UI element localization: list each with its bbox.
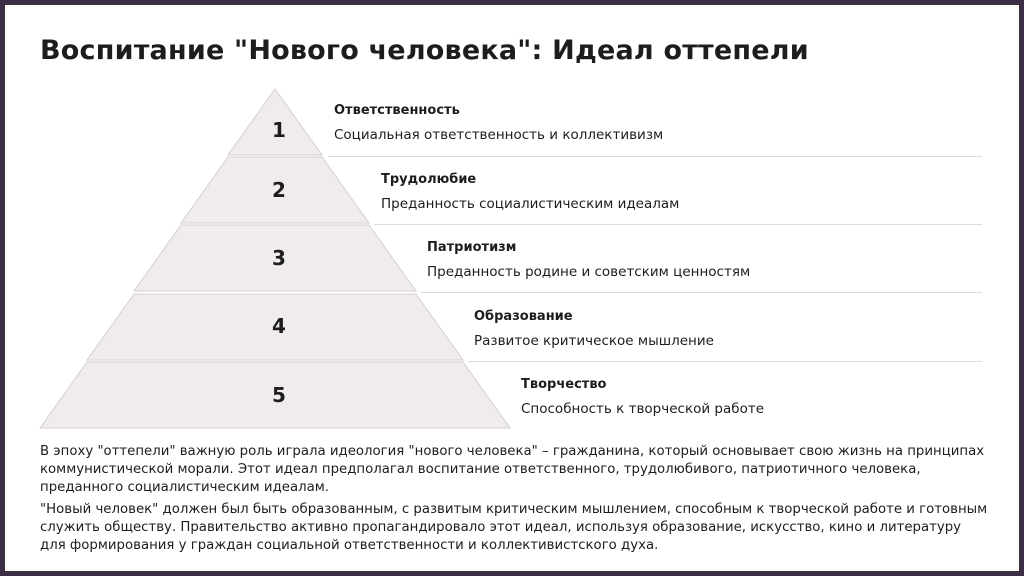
separator-4 xyxy=(468,361,982,362)
level-heading-5: Творчество xyxy=(521,377,607,392)
tier-number-5: 5 xyxy=(272,383,286,407)
level-item-4 xyxy=(474,309,714,349)
level-item-3 xyxy=(427,240,750,280)
tier-number-2: 2 xyxy=(272,178,286,202)
level-heading-3: Патриотизм xyxy=(427,240,517,255)
tier-number-4: 4 xyxy=(272,314,286,338)
level-description-3: Преданность родине и советским ценностям xyxy=(427,264,751,280)
level-heading-1: Ответственность xyxy=(334,103,460,118)
level-heading-4: Образование xyxy=(474,309,573,324)
paragraph-1: В эпоху "оттепели" важную роль играла идеология "нового человека" – гражданина, который основывает свою жизнь на принципах коммунистической морали. Этот идеал предполагал воспитание ответственного, трудолюбивого, патриотичного человека, преданного социалистическим идеалам. xyxy=(40,444,985,495)
level-item-1 xyxy=(334,103,663,143)
level-description-4: Развитое критическое мышление xyxy=(474,333,714,349)
separator-3 xyxy=(421,292,982,293)
level-description-2: Преданность социалистическим идеалам xyxy=(381,196,680,212)
slide xyxy=(5,5,1019,571)
tier-number-1: 1 xyxy=(272,118,286,142)
level-description-5: Способность к творческой работе xyxy=(521,401,765,417)
level-item-5 xyxy=(521,377,764,417)
level-description-1: Социальная ответственность и коллективизм xyxy=(334,127,664,143)
separator-2 xyxy=(374,224,982,225)
slide-title: Воспитание "Нового человека": Идеал оттепели xyxy=(40,35,809,66)
level-item-2 xyxy=(381,172,679,212)
tier-number-3: 3 xyxy=(272,246,286,270)
pyramid-diagram xyxy=(5,5,1019,445)
separator-1 xyxy=(328,156,982,157)
level-heading-2: Трудолюбие xyxy=(381,172,477,187)
paragraph-2: "Новый человек" должен был быть образованным, с развитым критическим мышлением, способным к творческой работе и готовным служить обществу. Правительство активно пропагандировало этот идеал, используя образование, искусство, кино и литературу для формирования у граждан социальной ответственности и коллективистского духа. xyxy=(40,502,988,553)
